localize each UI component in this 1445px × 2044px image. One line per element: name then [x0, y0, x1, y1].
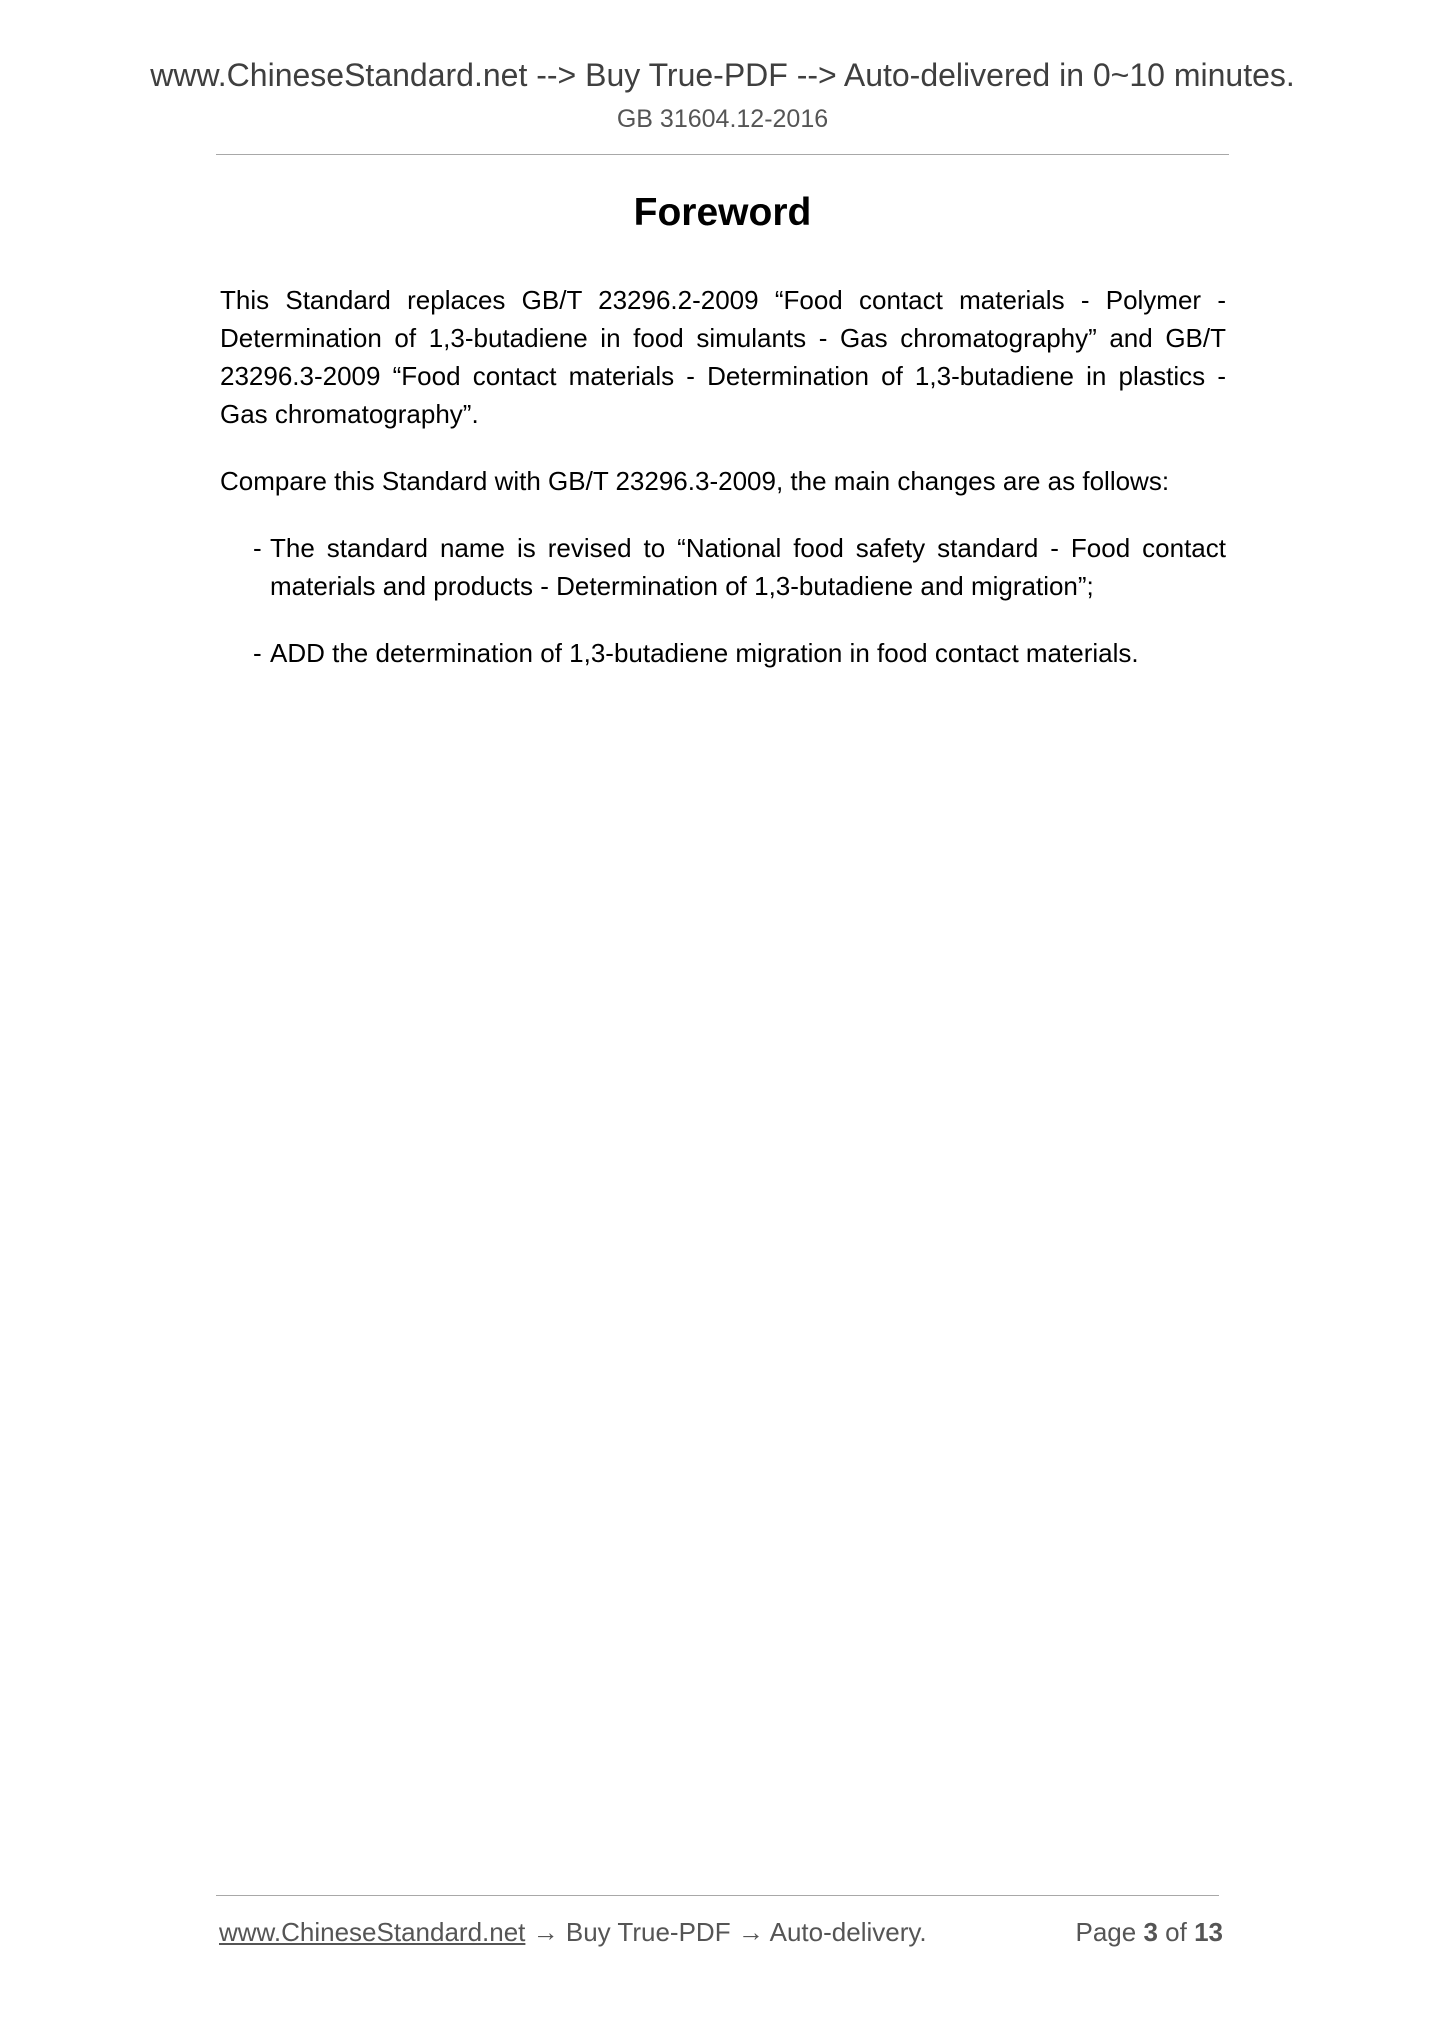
change-text: The standard name is revised to “National food safety standard - Food contact materials and products - Determination of 1,3-butadiene and migration”;: [270, 533, 1226, 601]
change-text: ADD the determination of 1,3-butadiene migration in food contact materials.: [270, 638, 1139, 668]
footer-divider: [216, 1895, 1219, 1896]
page-of-label: of: [1165, 1917, 1187, 1947]
footer-site-link[interactable]: www.ChineseStandard.net: [219, 1917, 526, 1947]
page-total: 13: [1194, 1917, 1223, 1947]
compare-paragraph: Compare this Standard with GB/T 23296.3-2009, the main changes are as follows:: [220, 466, 1170, 496]
footer-delivery-text: Auto-delivery.: [769, 1917, 927, 1947]
arrow-right-icon: →: [737, 1917, 764, 1947]
change-list-item: [253, 634, 1226, 672]
page-label: Page: [1075, 1917, 1137, 1947]
list-dash: -: [253, 638, 262, 668]
list-dash: -: [253, 533, 262, 563]
footer-buy-text: Buy True-PDF: [565, 1917, 731, 1947]
change-list-item: [253, 529, 1226, 605]
page-title: Foreword: [633, 191, 812, 234]
page-footer: [219, 1914, 1223, 1950]
document-code: GB 31604.12-2016: [616, 105, 829, 133]
header-banner: www.ChineseStandard.net --> Buy True-PDF --> Auto-delivered in 0~10 minutes.: [150, 57, 1295, 93]
page-current: 3: [1143, 1917, 1158, 1947]
footer-left: [219, 1914, 927, 1950]
page-number: [1075, 1914, 1223, 1950]
header-divider: [216, 154, 1229, 155]
intro-paragraph: This Standard replaces GB/T 23296.2-2009 “Food contact materials - Polymer - Determination of 1,3-butadiene in food simulants - Gas chromatography” and GB/T 23296.3-2009 “Food contact materials - Determination of 1,3-butadiene in plastics - Gas chromatography”.: [220, 285, 1226, 429]
arrow-right-icon: →: [532, 1917, 559, 1947]
